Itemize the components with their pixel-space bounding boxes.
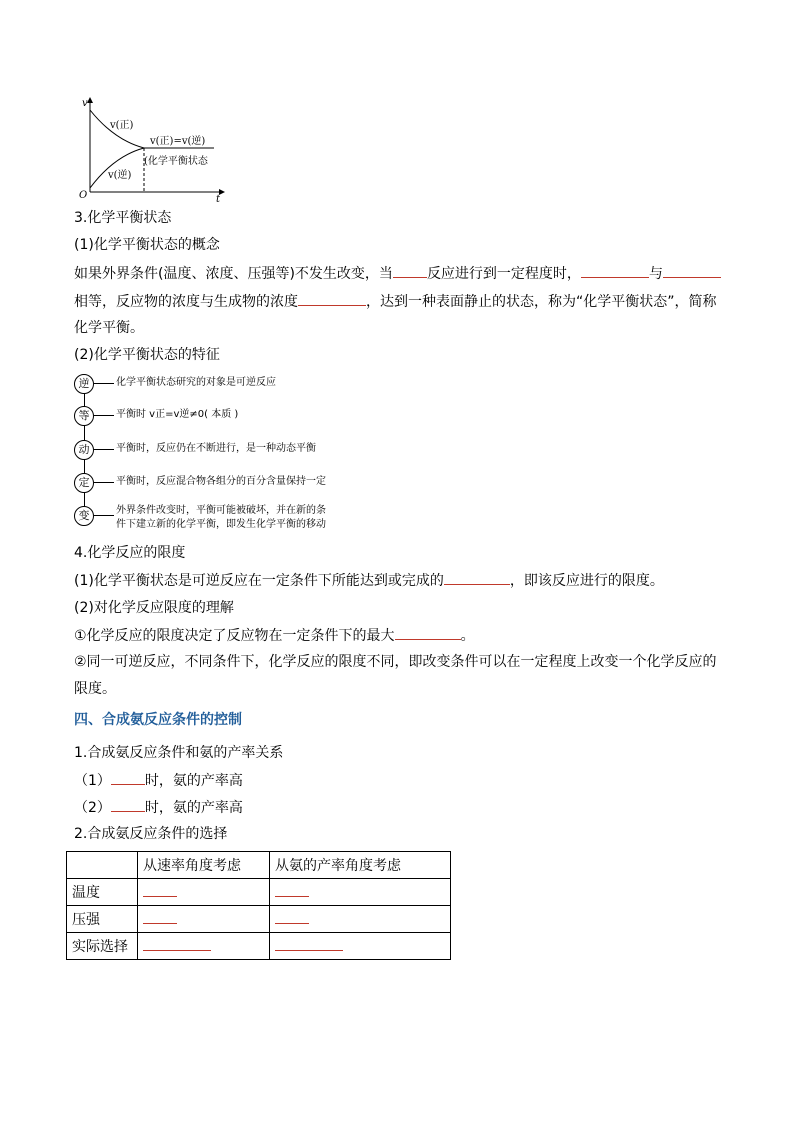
sec4-i1b: 。 [460, 628, 475, 644]
table-cell [138, 906, 270, 933]
feature-connector [94, 482, 114, 483]
blank-pressure-rate[interactable] [143, 911, 177, 924]
blank-actual-yield[interactable] [275, 938, 343, 951]
sec4-i1a: ①化学反应的限度决定了反应物在一定条件下的最大 [74, 628, 395, 644]
axis-t-label: t [216, 194, 221, 205]
sec3-sub1: (1)化学平衡状态的概念 [74, 237, 220, 253]
blank-max-extent[interactable] [444, 570, 510, 585]
feature-connector [94, 449, 114, 450]
feature-text: 平衡时，反应仍在不断进行，是一种动态平衡 [116, 443, 316, 454]
table-row [67, 933, 451, 960]
table-cell [270, 906, 451, 933]
rate-time-graph [74, 96, 234, 206]
partIV-r2a: （2） [74, 800, 111, 816]
table-cell [138, 879, 270, 906]
table-cell [270, 933, 451, 960]
feature-connector [94, 383, 114, 384]
blank-conversion[interactable] [395, 625, 461, 640]
table-header-cell: 从氨的产率角度考虑 [270, 852, 451, 879]
blank-forward-rate[interactable] [581, 263, 649, 278]
forward-rate-label: v(正) [110, 120, 134, 131]
sec4-p1b: ，即该反应进行的限度。 [509, 573, 664, 589]
feature-circle: 变 [74, 506, 94, 526]
feature-text: 平衡时，反应混合物各组分的百分含量保持一定 [116, 476, 326, 487]
sec3-para2 [74, 291, 717, 312]
partIV-s1: 1.合成氨反应条件和氨的产率关系 [74, 745, 284, 761]
partIV-r1a: （1） [74, 773, 111, 789]
feature-text-cont: 件下建立新的化学平衡，即发生化学平衡的移动 [116, 519, 326, 530]
blank-actual-rate[interactable] [143, 938, 211, 951]
sec4-i2a: ②同一可逆反应，不同条件下，化学反应的限度不同，即改变条件可以在一定程度上改变一个化学反应的 [74, 654, 717, 670]
blank-pressure-yield[interactable] [275, 911, 309, 924]
table-row-label: 实际选择 [67, 933, 138, 960]
feature-circle: 定 [74, 473, 94, 493]
partIV-r2b: 时，氨的产率高 [144, 800, 243, 816]
equilibrium-state-label: (化学平衡状态 [144, 156, 208, 167]
table-row-label: 温度 [67, 879, 138, 906]
sec3-p1c: 与 [648, 266, 663, 282]
table-header-row [67, 852, 451, 879]
origin-label: O [79, 190, 88, 201]
partIV-title: 四、合成氨反应条件的控制 [74, 712, 242, 728]
sec4-sub2: (2)对化学反应限度的理解 [74, 600, 234, 616]
feature-connector [94, 515, 114, 516]
blank-reverse-rate[interactable] [663, 263, 721, 278]
feature-circle: 逆 [74, 374, 94, 394]
feature-text: 化学平衡状态研究的对象是可逆反应 [116, 377, 276, 388]
sec3-p3: 化学平衡。 [74, 320, 144, 336]
axis-v-label: v [82, 98, 88, 109]
feature-circle: 动 [74, 440, 94, 460]
equal-rate-label: v(正)=v(逆) [150, 136, 206, 147]
sec3-p1a: 如果外界条件(温度、浓度、压强等)不发生改变，当 [74, 266, 393, 282]
table-header-cell [67, 852, 138, 879]
table-row [67, 879, 451, 906]
sec3-para1 [74, 263, 721, 284]
table-row [67, 906, 451, 933]
sec3-p2a: 相等，反应物的浓度与生成物的浓度 [74, 294, 298, 310]
table-cell [270, 879, 451, 906]
sec3-title: 3.化学平衡状态 [74, 210, 172, 226]
sec3-p2b: ，达到一种表面静止的状态，称为“化学平衡状态”，简称 [366, 294, 717, 310]
sec4-i2b: 限度。 [74, 681, 116, 697]
reverse-rate-curve [90, 148, 144, 188]
condition-selection-table [66, 851, 451, 960]
partIV-row1 [74, 770, 243, 791]
feature-connector [94, 415, 114, 416]
partIV-r1b: 时，氨的产率高 [144, 773, 243, 789]
sec4-p1a: (1)化学平衡状态是可逆反应在一定条件下所能达到或完成的 [74, 573, 444, 589]
feature-circle: 等 [74, 406, 94, 426]
sec3-sub2: (2)化学平衡状态的特征 [74, 347, 220, 363]
table-row-label: 压强 [67, 906, 138, 933]
blank-temp-yield[interactable] [275, 884, 309, 897]
feature-text: 外界条件改变时，平衡可能被破坏，并在新的条 [116, 505, 326, 516]
blank-temp-rate[interactable] [143, 884, 177, 897]
blank-condition-2[interactable] [111, 797, 145, 812]
partIV-s2: 2.合成氨反应条件的选择 [74, 826, 228, 842]
sec4-para1 [74, 570, 664, 591]
feature-text: 平衡时 v正=v逆≠0( 本质 ) [116, 409, 239, 420]
partIV-row2 [74, 797, 243, 818]
sec3-p1b: 反应进行到一定程度时， [426, 266, 581, 282]
table-header-cell: 从速率角度考虑 [138, 852, 270, 879]
sec4-title: 4.化学反应的限度 [74, 545, 186, 561]
sec4-item1 [74, 625, 475, 646]
blank-condition-1[interactable] [111, 770, 145, 785]
blank-reaction[interactable] [393, 263, 427, 278]
table-cell [138, 933, 270, 960]
reverse-rate-label: v(逆) [108, 170, 132, 181]
blank-concentration[interactable] [298, 291, 366, 306]
